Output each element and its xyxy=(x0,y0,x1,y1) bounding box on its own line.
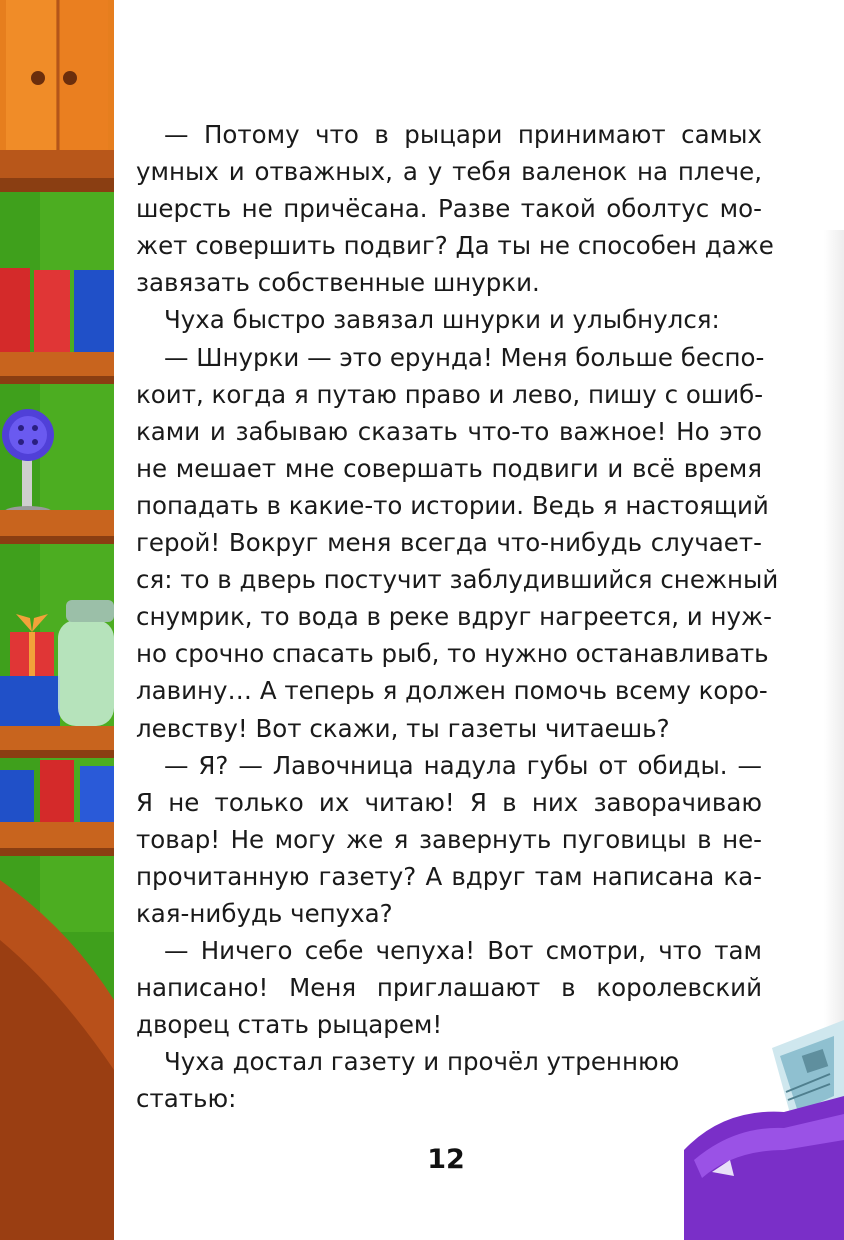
cabinet-icon xyxy=(0,0,114,192)
text-line: Я не только их читаю! Я в них заворачиваю xyxy=(136,787,762,817)
text-line: снумрик, то вода в реке вдруг нагреется, и нуж- xyxy=(136,602,772,632)
text-line: коит, когда я путаю право и лево, пишу с ошиб- xyxy=(136,379,764,409)
text-line: ся: то в дверь постучит заблудившийся снежный xyxy=(136,565,779,595)
story-text xyxy=(136,116,779,1118)
text-line: но срочно спасать рыб, то нужно останавливать xyxy=(136,639,769,669)
text-line: кая-нибудь чепуха? xyxy=(136,898,393,928)
text-line: — Я? — Лавочница надула губы от обиды. — xyxy=(164,750,762,780)
text-line: — Шнурки — это ерунда! Меня больше беспо- xyxy=(164,342,765,372)
purple-cushion-icon xyxy=(684,1096,844,1240)
text-line: герой! Вокруг меня всегда что-нибудь случает- xyxy=(136,528,762,558)
bookshelf-illustration xyxy=(0,0,114,1240)
text-line: Чуха достал газету и прочёл утреннюю xyxy=(164,1047,680,1077)
text-line: умных и отважных, а у тебя валенок на плече, xyxy=(136,157,762,187)
text-line: Чуха быстро завязал шнурки и улыбнулся: xyxy=(164,305,720,335)
text-line: попадать в какие-то истории. Ведь я настоящий xyxy=(136,490,769,520)
corner-illustration xyxy=(684,1000,844,1240)
text-line: — Ничего себе чепуха! Вот смотри, что там xyxy=(164,936,762,966)
text-line: жет совершить подвиг? Да ты не способен даже xyxy=(136,231,774,261)
text-line: — Потому что в рыцари принимают самых xyxy=(164,120,762,149)
left-illustration-strip xyxy=(0,0,114,1240)
text-line: дворец стать рыцарем! xyxy=(136,1010,443,1040)
page-edge-shadow xyxy=(824,230,844,1050)
text-line: написано! Меня приглашают в королевский xyxy=(136,973,762,1003)
text-line: шерсть не причёсана. Разве такой оболтус мо- xyxy=(136,194,762,224)
text-line: товар! Не могу же я завернуть пуговицы в не- xyxy=(136,824,762,854)
text-line: статью: xyxy=(136,1084,237,1114)
text-line: ками и забываю сказать что-то важное! Но это xyxy=(136,416,762,446)
text-line: завязать собственные шнурки. xyxy=(136,268,540,298)
text-line: не мешает мне совершать подвиги и всё время xyxy=(136,453,762,483)
page-number: 12 xyxy=(427,1144,465,1175)
books-icon xyxy=(0,268,114,356)
text-line: прочитанную газету? А вдруг там написана ка- xyxy=(136,861,762,891)
text-line: левству! Вот скажи, ты газеты читаешь? xyxy=(136,713,670,743)
text-line: лавину… А теперь я должен помочь всему коро- xyxy=(136,676,768,706)
